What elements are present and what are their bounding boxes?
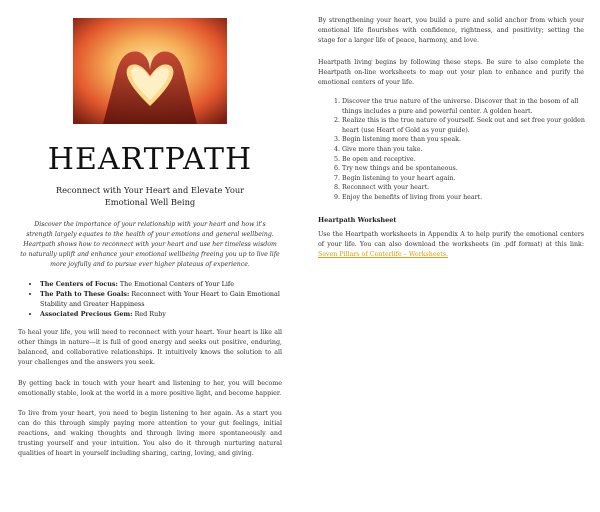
steps-list — [326, 97, 600, 203]
hero-image — [73, 18, 227, 124]
body-paragraph: Heartpath living begins by following these steps. Be sure to also complete the Heartpath on-line worksheets to map out your plan to enhance and purify the emotional centers of your life. — [318, 59, 584, 86]
focus-text: The Emotional Centers of Your Life — [117, 280, 235, 288]
focus-label: The Path to These Goals: — [40, 290, 130, 298]
focus-list — [26, 279, 296, 319]
list-item: 7. Begin listening to your heart again. — [342, 174, 600, 184]
intro-paragraph: Discover the importance of your relationship with your heart and how it's strength largely equates to the health of your emotions and general wellbeing. Heartpath shows how to reconnect with your heart and use her timeless wisdom to naturally uplift and enhance your emotional wellbeing freeing you up to live life more joyfully and to pursue ever higher plateaus of experience. — [20, 221, 280, 268]
body-paragraph: By getting back in touch with your heart and listening to her, you will become emotionally stable, look at the world in a more positive light, and become happier. — [18, 380, 282, 397]
focus-label: The Centers of Focus: — [40, 280, 118, 288]
body-paragraph: To live from your heart, you need to begin listening to her again. As a start you can do this through simply paying more attention to your gut feelings, initial reactions, and waking thoughts and through living more spontaneously and trusting yourself and your intuition. You also do it through nurturing natural qualities of heart in yourself including sharing, caring, loving, and giving. — [18, 410, 282, 457]
list-item: 2. Realize this is the true nature of yourself. Seek out and set free your golden heart (use Heart of Gold as your guide). — [342, 116, 600, 135]
worksheet-paragraph — [318, 230, 584, 260]
list-item: 9. Enjoy the benefits of living from your heart. — [342, 193, 600, 203]
worksheet-link[interactable]: Seven Pillars of Centerlife – Worksheets. — [318, 251, 449, 258]
list-item — [40, 289, 296, 309]
focus-text: Reconnect with Your Heart to Gain Emotional Stability and Greater Happiness — [40, 290, 280, 308]
page-title: HEARTPATH — [47, 142, 253, 177]
body-paragraph: By strengthening your heart, you build a pure and solid anchor from which your emotional life flourishes with confidence, rightness, and positivity; setting the stage for a larger life of peace, harmony, and love. — [318, 17, 584, 44]
list-item: 3. Begin listening more than you speak. — [342, 135, 600, 145]
page-subtitle: Reconnect with Your Heart and Elevate Your Emotional Well Being — [55, 185, 245, 207]
list-item: 1. Discover the true nature of the universe. Discover that in the bosom of all things includes a pure and powerful center. A golden heart. — [342, 97, 600, 116]
list-item: 5. Be open and receptive. — [342, 155, 600, 165]
heart-hands-photo — [73, 18, 227, 124]
list-item: 8. Reconnect with your heart. — [342, 183, 600, 193]
worksheet-heading: Heartpath Worksheet — [318, 216, 397, 224]
list-item: 6. Try new things and be spontaneous. — [342, 164, 600, 174]
body-paragraph: To heal your life, you will need to reconnect with your heart. Your heart is like all other things in nature—it is full of good energy and seeks out positive, enduring, balanced, and collaborative relationships. It intuitively knows the solution to all your challenges and the answers you seek. — [18, 329, 282, 366]
focus-text: Red Ruby — [132, 310, 166, 318]
list-item — [40, 279, 296, 289]
list-item — [40, 309, 296, 319]
worksheet-text: Use the Heartpath worksheets in Appendix A to help purify the emotional centers of your life. You can also download the worksheets (in .pdf format) at this link: — [318, 231, 584, 248]
list-item: 4. Give more than you take. — [342, 145, 600, 155]
focus-label: Associated Precious Gem: — [40, 310, 133, 318]
